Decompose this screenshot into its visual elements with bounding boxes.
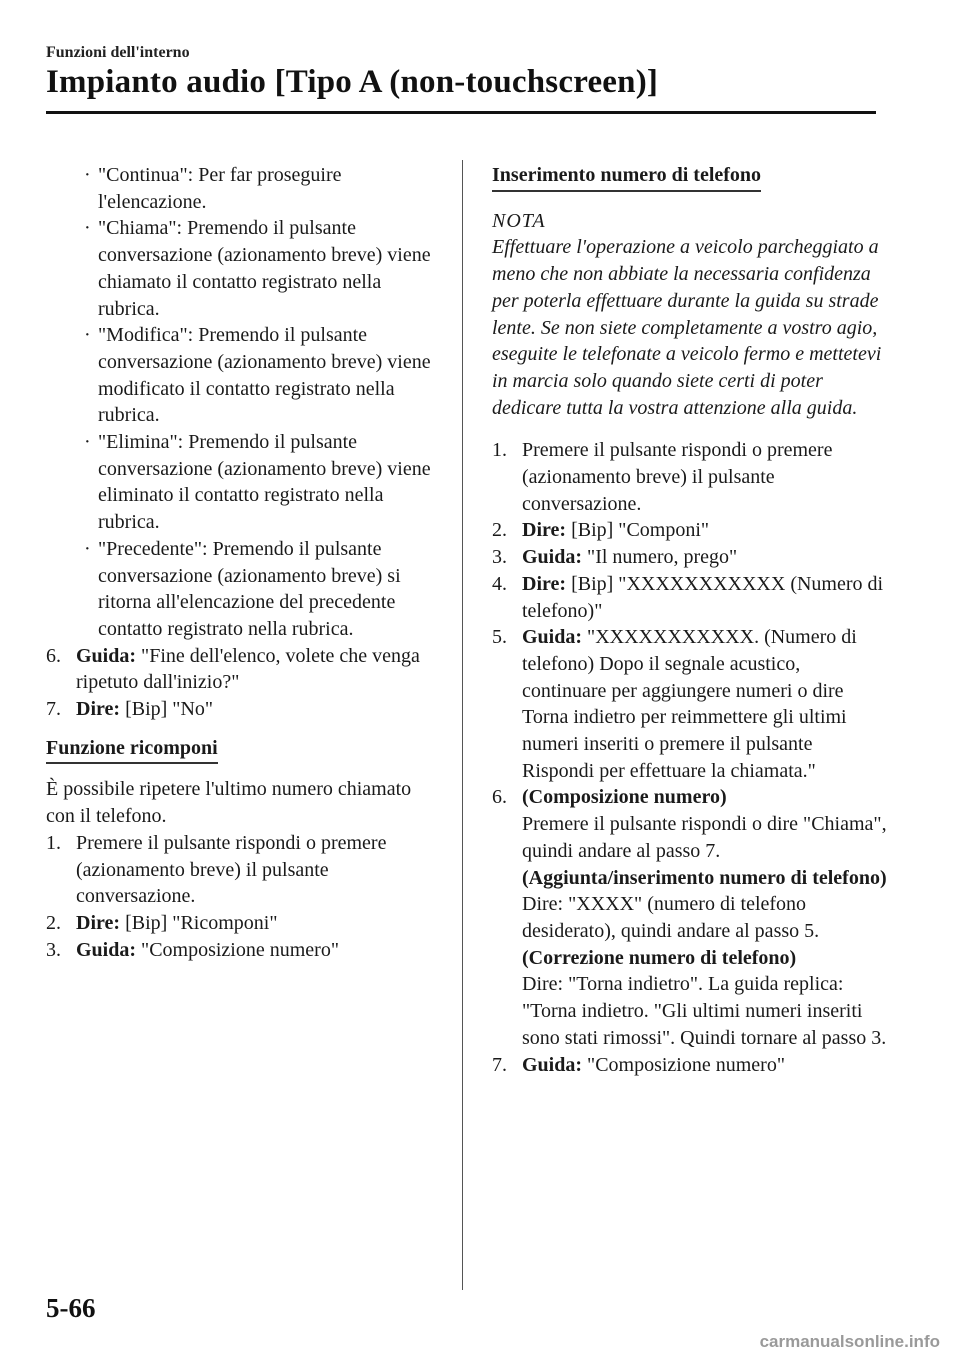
step-item: 5. Guida: "XXXXXXXXXXX. (Numero di telefono) Dopo il segnale acustico, continuare per aggiungere numeri o dire Torna indietro per reimmettere gli ultimi numeri inseriti o premere il pulsante Rispondi per effettuare la chiamata." [492, 626, 857, 782]
watermark: carmanualsonline.info [759, 1332, 940, 1351]
step-item: 7. Guida: "Composizione numero" [492, 1053, 785, 1076]
step-item: 6. (Composizione numero) Premere il pulsante rispondi o dire "Chiama", quindi andare al passo 7. (Aggiunta/inserimento numero di telefono) Dire: "XXXX" (numero di telefono desiderato), quindi andare al passo 5. (Correzione numero di telefono) Dire: "Torna indietro". La guida replica: "Torna indietro. "Gli ultimi numeri inseriti sono stati rimossi". Quindi tornare al passo 3. [492, 786, 887, 1049]
step-item: 3. Guida: "Composizione numero" [46, 938, 339, 961]
bullet-dot-icon: · [84, 217, 91, 240]
bullet-item: · "Elimina": Premendo il pulsante conversazione (azionamento breve) viene eliminato il contatto registrato nella rubrica. [84, 431, 431, 534]
section-label: Funzioni dell'interno [46, 44, 190, 61]
nota-text: Effettuare l'operazione a veicolo parcheggiato a meno che non abbiate la necessaria confidenza per poterla effettuare durante la guida su strade lente. Se non siete completamente a vostro agio, eseguite le telefonate a veicolo fermo e mettetevi in marcia solo quando siete certi di poter dedicare tutta la vostra attenzione alla guida. [492, 236, 882, 419]
step-item: 6. Guida: "Fine dell'elenco, volete che venga ripetuto dall'inizio?" [46, 644, 420, 694]
bullet-item: · "Precedente": Premendo il pulsante conversazione (azionamento breve) si ritorna all'elencazione del precedente contatto registrato nella rubrica. [84, 537, 401, 640]
redial-heading: Funzione ricomponi [46, 735, 218, 765]
step-item: 1. Premere il pulsante rispondi o premere (azionamento breve) il pulsante conversazione. [492, 439, 833, 515]
nota-label: NOTA [492, 209, 546, 232]
page-title: Impianto audio [Tipo A (non-touchscreen)] [46, 64, 659, 100]
title-rule [46, 111, 876, 114]
column-divider [462, 160, 463, 1290]
bullet-dot-icon: · [84, 431, 91, 454]
bullet-item: · "Modifica": Premendo il pulsante conversazione (azionamento breve) viene modificato il contatto registrato nella rubrica. [84, 324, 431, 427]
bullet-dot-icon: · [84, 537, 91, 560]
step-item: 1. Premere il pulsante rispondi o premere (azionamento breve) il pulsante conversazione. [46, 831, 387, 908]
phone-entry-heading: Inserimento numero di telefono [492, 162, 761, 192]
right-column [492, 162, 888, 1078]
step-item: 3. Guida: "Il numero, prego" [492, 546, 738, 569]
left-column [46, 162, 442, 963]
bullet-dot-icon: · [84, 324, 91, 347]
bullet-item: · "Chiama": Premendo il pulsante conversazione (azionamento breve) viene chiamato il contatto registrato nella rubrica. [84, 217, 431, 320]
redial-intro: È possibile ripetere l'ultimo numero chiamato con il telefono. [46, 778, 412, 828]
step-item: 2. Dire: [Bip] "Ricomponi" [46, 911, 278, 934]
bullet-dot-icon: · [84, 164, 91, 186]
step-item: 7. Dire: [Bip] "No" [46, 698, 214, 721]
step-item: 4. Dire: [Bip] "XXXXXXXXXXX (Numero di telefono)" [492, 572, 884, 622]
bullet-item: · "Continua": Per far proseguire l'elencazione. [84, 164, 342, 213]
page-number: 5-66 [46, 1293, 96, 1323]
step-item: 2. Dire: [Bip] "Componi" [492, 519, 710, 542]
